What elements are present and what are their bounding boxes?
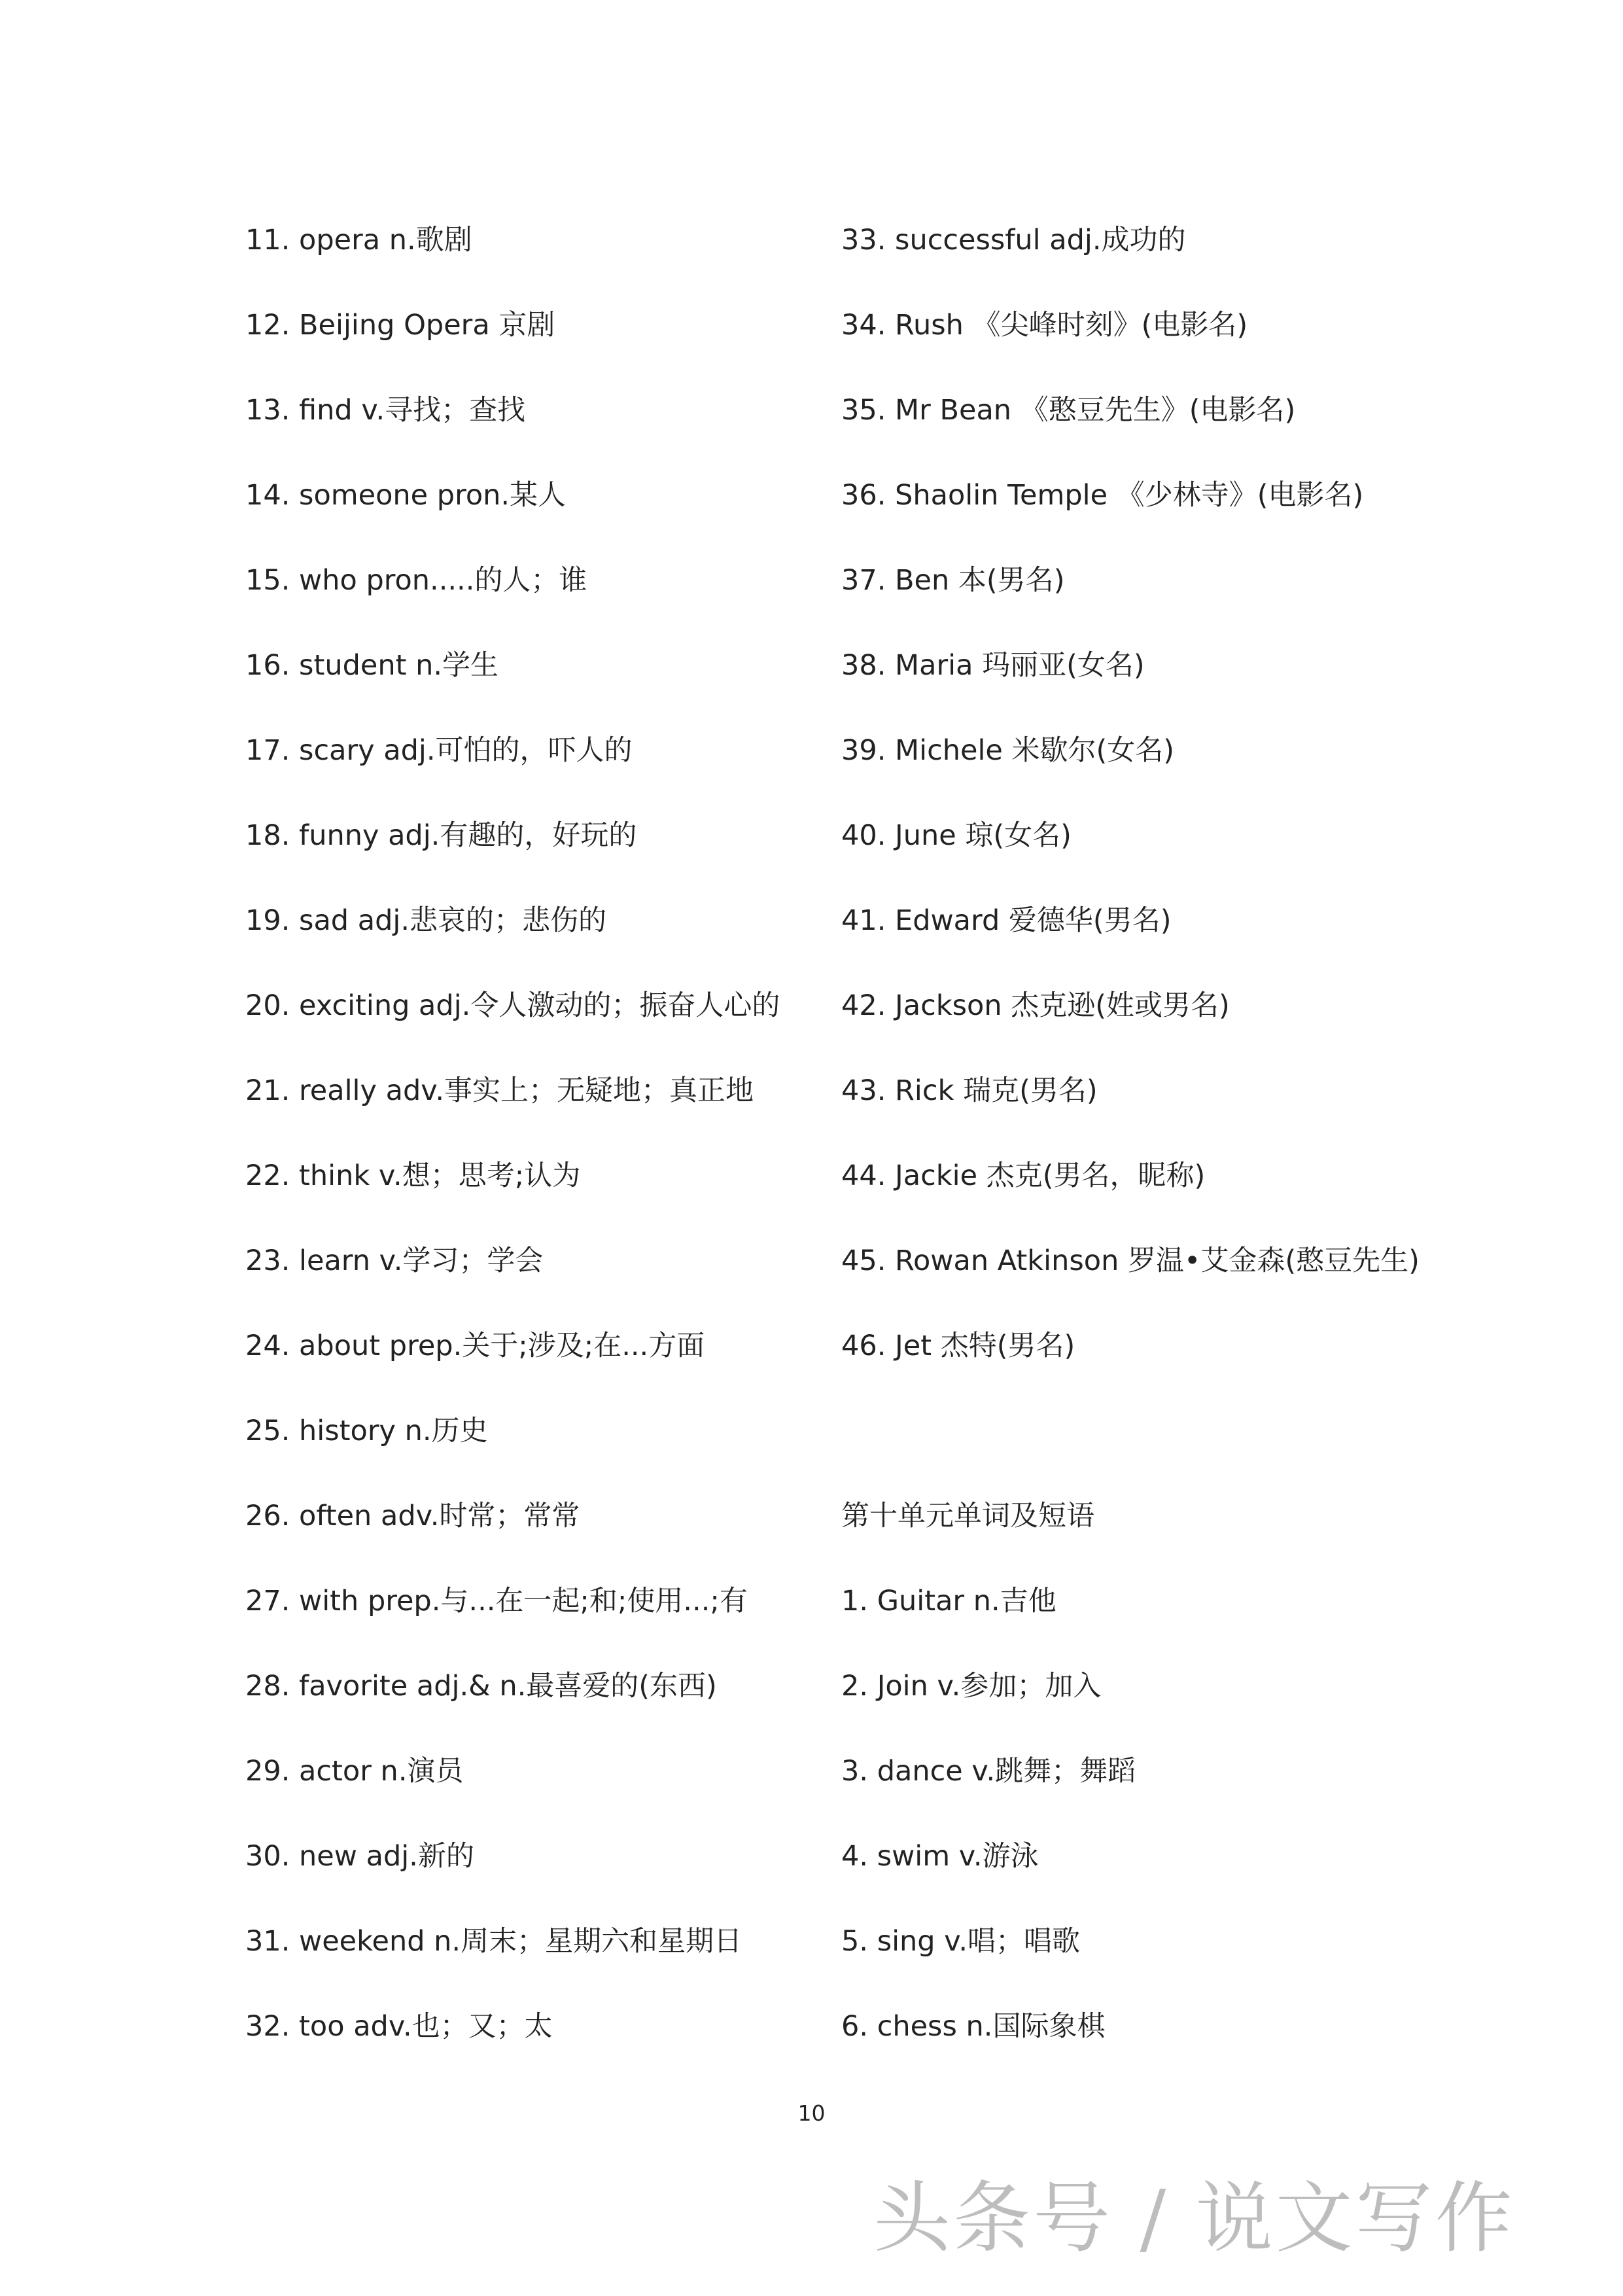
vocab-item: 26. often adv.时常；常常: [245, 1500, 580, 1532]
vocab-item: 33. successful adj.成功的: [841, 224, 1186, 256]
vocab-item: 1. Guitar n.吉他: [841, 1585, 1056, 1617]
vocab-item: 44. Jackie 杰克(男名，昵称): [841, 1159, 1206, 1192]
vocab-item: 12. Beijing Opera 京剧: [245, 309, 555, 342]
vocab-item: 13. find v.寻找；查找: [245, 394, 526, 427]
vocab-item: 6. chess n.国际象棋: [841, 2010, 1106, 2043]
watermark: 头条号 / 说文写作: [873, 2173, 1515, 2263]
vocab-item: 2. Join v.参加；加入: [841, 1670, 1102, 1703]
vocab-item: 17. scary adj.可怕的，吓人的: [245, 734, 633, 767]
vocab-item: 25. history n.历史: [245, 1415, 488, 1447]
vocab-item: 22. think v.想；思考;认为: [245, 1159, 581, 1192]
vocab-item: 4. swim v.游泳: [841, 1840, 1039, 1873]
vocab-item: 11. opera n.歌剧: [245, 224, 472, 256]
vocab-item: 43. Rick 瑞克(男名): [841, 1074, 1098, 1107]
vocab-item: 39. Michele 米歇尔(女名): [841, 734, 1175, 767]
vocab-item: 36. Shaolin Temple 《少林寺》(电影名): [841, 479, 1364, 512]
vocab-item: 18. funny adj.有趣的，好玩的: [245, 819, 637, 852]
vocab-item: 28. favorite adj.& n.最喜爱的(东西): [245, 1670, 717, 1703]
vocab-item: 30. new adj.新的: [245, 1840, 474, 1873]
vocab-item: 15. who pron.....的人；谁: [245, 564, 587, 597]
vocab-item: 29. actor n.演员: [245, 1755, 464, 1788]
vocab-item: 5. sing v.唱；唱歌: [841, 1925, 1081, 1958]
vocab-item: 38. Maria 玛丽亚(女名): [841, 649, 1145, 682]
page-number: 10: [797, 2100, 826, 2126]
vocab-item: 23. learn v.学习；学会: [245, 1245, 544, 1277]
vocab-item: 21. really adv.事实上；无疑地；真正地: [245, 1074, 754, 1107]
vocab-item: 20. exciting adj.令人激动的；振奋人心的: [245, 989, 780, 1022]
vocab-item: 40. June 琼(女名): [841, 819, 1072, 852]
vocab-item: 19. sad adj.悲哀的；悲伤的: [245, 904, 607, 937]
vocab-item: 42. Jackson 杰克逊(姓或男名): [841, 989, 1230, 1022]
vocab-item: 41. Edward 爱德华(男名): [841, 904, 1172, 937]
vocab-item: 46. Jet 杰特(男名): [841, 1330, 1075, 1362]
vocab-item: 31. weekend n.周末；星期六和星期日: [245, 1925, 742, 1958]
vocab-item: 32. too adv.也；又；太: [245, 2010, 553, 2043]
vocab-item: 14. someone pron.某人: [245, 479, 567, 512]
vocab-item: 34. Rush 《尖峰时刻》(电影名): [841, 309, 1248, 342]
vocab-item: 27. with prep.与...在一起;和;使用...;有: [245, 1585, 748, 1617]
section-heading: 第十单元单词及短语: [841, 1500, 1094, 1532]
vocab-item: 16. student n.学生: [245, 649, 499, 682]
vocab-item: 3. dance v.跳舞；舞蹈: [841, 1755, 1136, 1788]
vocab-item: 35. Mr Bean 《憨豆先生》(电影名): [841, 394, 1296, 427]
vocab-item: 37. Ben 本(男名): [841, 564, 1065, 597]
vocab-item: 45. Rowan Atkinson 罗温•艾金森(憨豆先生): [841, 1245, 1420, 1277]
vocab-item: 24. about prep.关于;涉及;在...方面: [245, 1330, 705, 1362]
